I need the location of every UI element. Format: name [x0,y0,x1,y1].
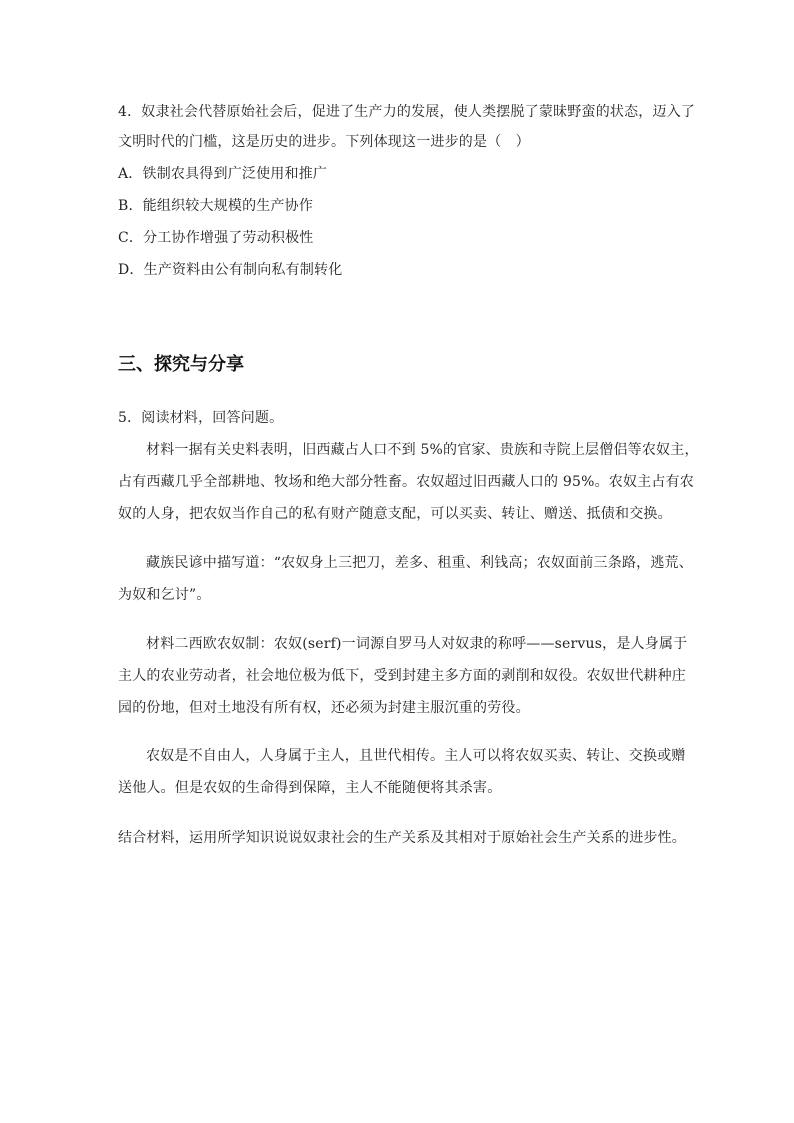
q5-stem: 5．阅读材料，回答问题。 [118,410,284,426]
proverb-line1: 藏族民谚中描写道：“农奴身上三把刀，差多、租重、利钱高；农奴面前三条路，逃荒、 [146,555,693,571]
q4-option-a: A．铁制农具得到广泛使用和推广 [118,166,328,182]
section-title: 三、探究与分享 [118,354,244,375]
q5-question: 结合材料，运用所学知识说说奴隶社会的生产关系及其相对于原始社会生产关系的进步性。 [118,830,686,846]
material1-line3: 奴的人身，把农奴当作自己的私有财产随意支配，可以买卖、转让、赠送、抵债和交换。 [118,506,672,522]
material2-line1: 材料二西欧农奴制：农奴(serf)一词源自罗马人对奴隶的称呼——servus，是人身属于 [146,636,688,652]
q4-stem-line1: 4．奴隶社会代替原始社会后，促进了生产力的发展，使人类摆脱了蒙昧野蛮的状态，迈入了 [118,104,696,120]
material2-line2: 主人的农业劳动者，社会地位极为低下，受到封建主多方面的剥削和奴役。农奴世代耕种庄 [118,668,686,684]
serf-status-line1: 农奴是不自由人，人身属于主人，且世代相传。主人可以将农奴买卖、转让、交换或赠 [146,748,686,764]
material1-line1: 材料一据有关史料表明，旧西藏占人口不到 5%的官家、贵族和寺院上层僧侣等农奴主， [146,442,699,458]
serf-status-line2: 送他人。但是农奴的生命得到保障，主人不能随便将其杀害。 [118,780,502,796]
proverb-line2: 为奴和乞讨”。 [118,587,211,603]
q4-option-d: D．生产资料由公有制向私有制转化 [118,262,343,278]
material1-line2: 占有西藏几乎全部耕地、牧场和绝大部分牲畜。农奴超过旧西藏人口的 95%。农奴主占有农 [118,474,694,490]
q4-stem-line2: 文明时代的门槛，这是历史的进步。下列体现这一进步的是（ ） [118,134,530,150]
q4-option-c: C．分工协作增强了劳动积极性 [118,230,314,246]
q4-option-b: B．能组织较大规模的生产协作 [118,198,314,214]
material2-line3: 园的份地，但对土地没有所有权，还必须为封建主服沉重的劳役。 [118,700,530,716]
